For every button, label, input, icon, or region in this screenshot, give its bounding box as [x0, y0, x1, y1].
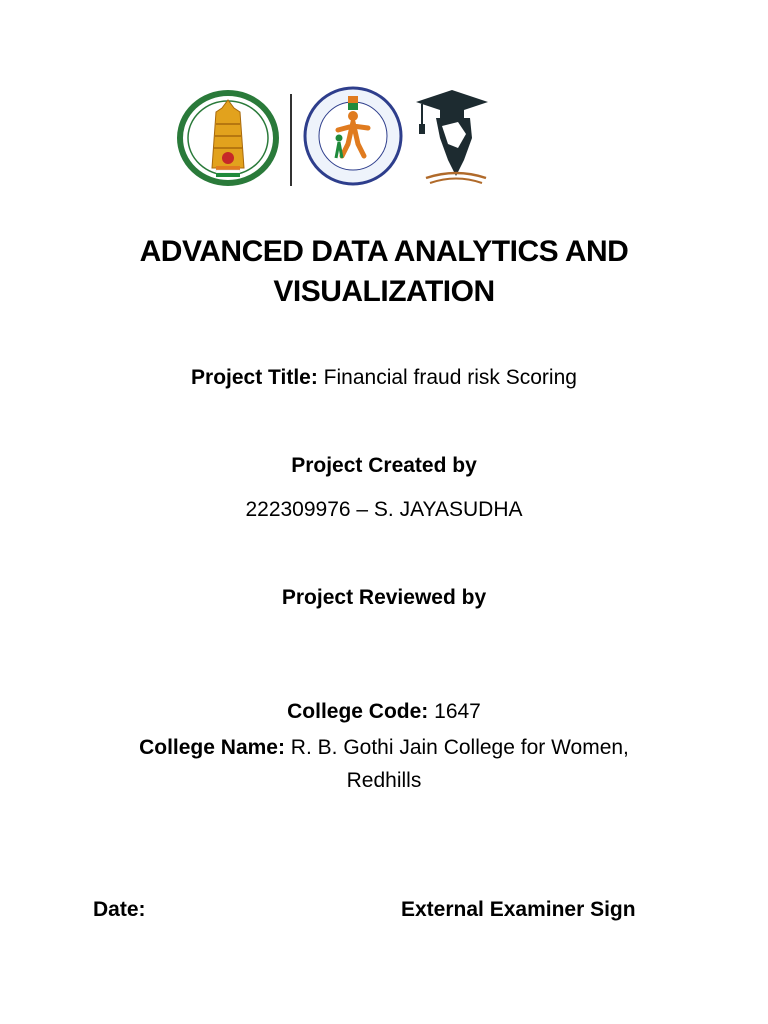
college-code-value: 1647	[428, 700, 481, 723]
college-code-label: College Code:	[287, 700, 429, 723]
naan-mudhalvan-logo-icon	[412, 88, 598, 188]
examiner-sign-label: External Examiner Sign	[401, 898, 636, 921]
title-line-2: VISUALIZATION	[273, 275, 495, 308]
created-by-value: 222309976 – S. JAYASUDHA	[245, 498, 523, 521]
logo-divider	[290, 94, 292, 186]
date-label: Date:	[93, 898, 146, 921]
project-title-line	[0, 364, 768, 392]
skill-development-logo-icon	[298, 84, 408, 188]
tamil-nadu-emblem-icon	[176, 90, 280, 186]
created-by-heading: Project Created by	[291, 454, 477, 477]
page-title	[0, 232, 768, 312]
college-code-line	[0, 698, 768, 726]
logo-strip	[0, 82, 768, 192]
project-title-label: Project Title:	[191, 366, 318, 389]
college-name-value: R. B. Gothi Jain College for Women,	[284, 736, 629, 759]
title-line-1: ADVANCED DATA ANALYTICS AND	[139, 235, 629, 268]
college-name-line	[0, 734, 768, 762]
college-name-line-2: Redhills	[346, 769, 422, 792]
reviewed-by-heading: Project Reviewed by	[281, 586, 487, 609]
college-name-label: College Name:	[139, 736, 285, 759]
project-title-value: Financial fraud risk Scoring	[317, 366, 577, 389]
